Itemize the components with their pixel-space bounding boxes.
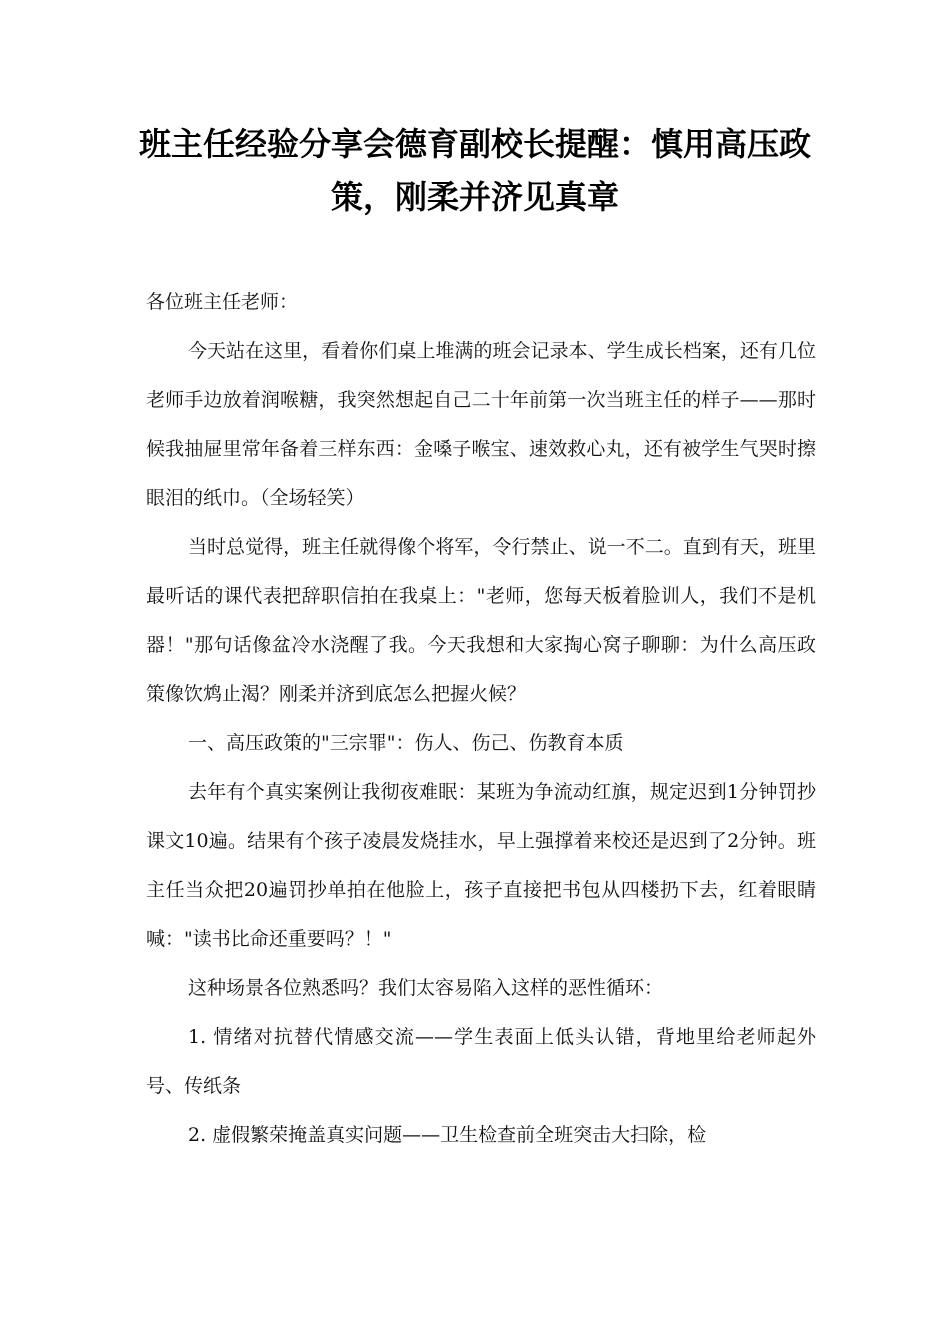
paragraph: 当时总觉得，班主任就得像个将军，令行禁止、说一不二。直到有天，班里最听话的课代表把辞职信拍在我桌上："老师，您每天板着脸训人，我们不是机器！"那句话像盆冷水浇醒了我。今天我想和大家掏心窝子聊聊：为什么高压政策像饮鸩止渴？刚柔并济到底怎么把握火候？ xyxy=(146,536,816,705)
list-item: 2. 虚假繁荣掩盖真实问题——卫生检查前全班突击大扫除，检 xyxy=(188,1124,707,1146)
paragraph: 这种场景各位熟悉吗？我们太容易陷入这样的恶性循环： xyxy=(188,977,664,999)
document-title: 班主任经验分享会德育副校长提醒：慎用高压政策，刚柔并济见真章 xyxy=(138,125,811,216)
section-heading: 一、高压政策的"三宗罪"：伤人、伤己、伤教育本质 xyxy=(188,732,624,754)
document-body xyxy=(146,278,816,1160)
paragraph: 去年有个真实案例让我彻夜难眠：某班为争流动红旗，规定迟到1分钟罚抄课文10遍。结果有个孩子凌晨发烧挂水，早上强撑着来校还是迟到了2分钟。班主任当众把20遍罚抄单拍在他脸上，孩子直接把书包从四楼扔下去，红着眼睛喊："读书比命还重要吗？！" xyxy=(146,781,816,950)
list-item: 1. 情绪对抗替代情感交流——学生表面上低头认错，背地里给老师起外号、传纸条 xyxy=(146,1026,816,1097)
salutation: 各位班主任老师： xyxy=(146,291,299,313)
paragraph: 今天站在这里，看着你们桌上堆满的班会记录本、学生成长档案，还有几位老师手边放着润喉糖，我突然想起自己二十年前第一次当班主任的样子——那时候我抽屉里常年备着三样东西：金嗓子喉宝、速效救心丸，还有被学生气哭时擦眼泪的纸巾。（全场轻笑） xyxy=(146,340,816,509)
